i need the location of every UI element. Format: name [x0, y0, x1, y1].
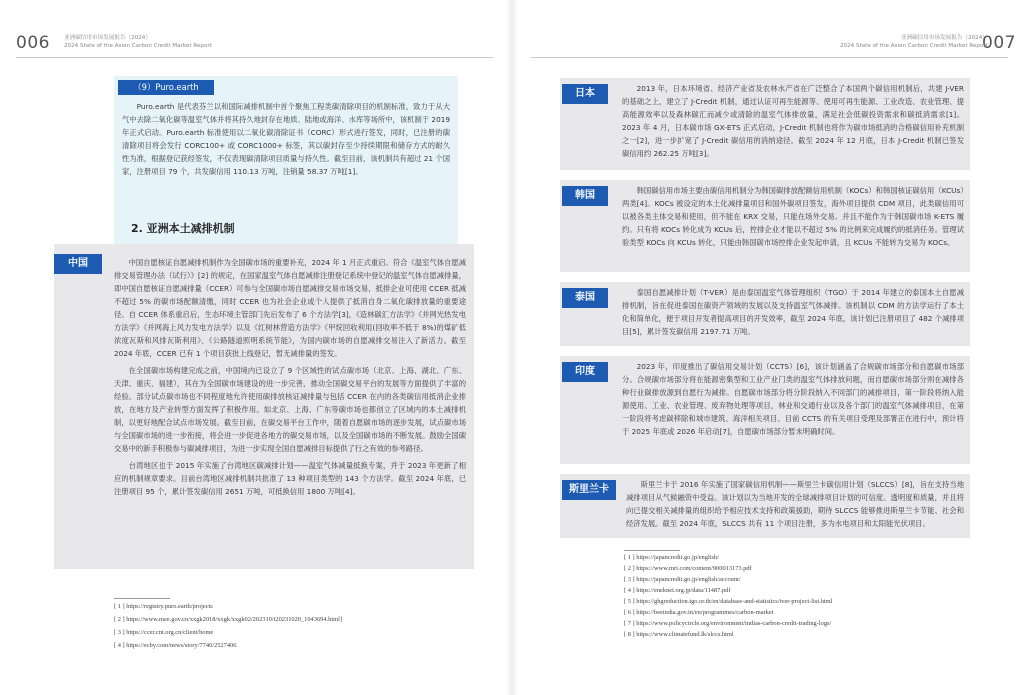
footnote-item: [ 8 ] https://www.climatefund.lk/slccs.html: [624, 631, 734, 638]
puro-earth-text: Puro.earth 是代表芬兰以和国际减排机制中首个聚焦工程类碳清除项目的机制标准，致力于从大气中去除二氧化碳等温室气体并将其持久地封存在地质、陆地或海洋、水库等场所中，该机制于 2019 年正式启动。Puro.earth 标准使用以二氧化碳清除证书（CORC）形式进行签发，同时，已注册的碳清除项目将会发行 CORC100+ 或 CORC1000+ 标签，其以碳封存至少持续期限和储存方式的耐久性为准，根据登记获经签发，不仅表现碳清除项目质量与持久性。截至目前，该机制共有超过 21 个国家，注册项目 79 个，共发碳信用 110.13 万吨，注销量 58.37 万吨[1]。: [122, 102, 450, 176]
section-title: 2. 亚洲本土减排机制: [131, 222, 235, 235]
country-tag-japan: 日本: [562, 84, 608, 104]
footnote-item: [ 4 ] https://ecby.com/news/story/7740/2527406: [114, 642, 237, 649]
country-tag-korea: 韩国: [562, 186, 608, 206]
japan-body: [622, 82, 964, 168]
header-en: 2024 State of the Asian Carbon Credit Market Report: [840, 43, 988, 49]
book-spine: [506, 0, 518, 695]
page-number: 006: [16, 33, 50, 53]
country-tag-sri-lanka: 斯里兰卡: [562, 480, 616, 500]
china-paragraph-1: 中国自愿核证自愿减排机制作为全国碳市场的重要补充，2024 年 1 月正式重启。符合《温室气体自愿减排交易管理办法（试行）》[2] 的规定，在国家温室气体自愿减排注册登记系统中登记的温室气体自愿减排量，即中国自愿核证自愿减排量（CCER）可参与全国碳市场自愿减排交易市场交易，抵排企业可使用 CCER 抵减不超过 5% 的碳市场配额清缴，同时 CCER 也为社会企业或个人提供了抵消自身二氧化碳排放量的重要途径。自 CCER 体系重启后，生态环境主管部门先后发布了 6 个方法学[3]，《造林碳汇方法学》《并网光热发电方法学》《并网海上风力发电方法学》以及《红树林营造方法学》《甲烷回收利用(回收率不低于 8%)的煤矿低浓度瓦斯和风排瓦斯利用》、《公路隧道照明系统节能》，为国内碳市场的自愿减排交易注入了新活力。截至 2024 年底，CCER 已有 1 个项目获批上线登记，暂无减排量的签发。: [114, 258, 466, 358]
country-tag-india: 印度: [562, 362, 608, 382]
taiwan-paragraph: 台湾地区也于 2015 年实施了台湾地区碳减排计划——温室气体减量抵换专案，并于 2023 年更新了相应的机制规章要求。目前台湾地区减排机制共批准了 13 种项目类型的 143 个方法学。截至 2024 年底，已注册项目 95 个，累计签发碳信用 2651 万吨，可抵换信用 1800 万吨[4]。: [114, 461, 466, 496]
country-tag-china: 中国: [54, 254, 102, 274]
running-header: [840, 34, 988, 50]
china-paragraph-2: 在全国碳市场构建完成之前，中国境内已设立了 9 个区域性的试点碳市场（北京、上海、湖北、广东、天津、重庆、福建），其在为全国碳市场建设的进一步完善，推动全国碳交易平台的发展等方面提供了丰富的经验。部分试点碳市场也不同程度地允许使用碳排放核证减排量与包括 CCER 在内的各类碳信用抵消企业排放，在地方及产业转型方面发挥了积极作用。如北京、上海、广东等碳市场也都创立了区域内的本土减排机制，以更好地配合试点市场发展。截至目前，在碳交易平台工作中，随着自愿碳市场的逐步发展，试点碳市场与全国碳市场的进一步衔接，将会进一步促进各地方的碳交易市场，以及全国碳市场的不断发展。鼓励全国碳交易中的新手积极参与碳减排项目，为进一步实现全国自愿减排目标提供了行之有效的参考路径。: [114, 366, 466, 453]
footnote-item: [ 3 ] https://japancredit.go.jp/english/account/: [624, 576, 741, 583]
header-cn: 亚洲碳信用市场发展报告（2024）: [64, 35, 151, 41]
korea-body: [622, 184, 964, 270]
sri-lanka-paragraph: 斯里兰卡于 2016 年实施了国家碳信用机制——斯里兰卡碳信用计划（SLCCS）[8]，旨在支持当地减排项目从气候融资中受益。该计划以为当地开发的全球减排项目计划的可信度、透明度和质量，并且将向已提交相关减排量的组织给予相应技术支持和政策援助，期待 SLCCS 能够推进斯里兰卡节能、社会和经济发展。截至 2024 年底，SLCCS 共有 11 个项目注册，多为水电项目和太阳能光伏项目。: [626, 480, 964, 528]
thailand-paragraph: 泰国自愿减排计划（T-VER）是由泰国温室气体管理组织（TGO）于 2014 年建立的泰国本土自愿减排机制，旨在促进泰国在碳资产领域的发展以及支持温室气体减排。该机制以 CDM 的方法学运行了本土化和简单化，便于项目开发者提高项目的开发效率，截至 2024 年底，该计划已注册项目了 482 个减排项目[5]，累计签发碳信用 2197.71 万吨。: [622, 288, 964, 336]
footnote-list: [114, 600, 474, 652]
puro-earth-title: （9）Puro.earth: [118, 80, 214, 95]
china-body: [114, 256, 466, 566]
country-tag-thailand: 泰国: [562, 288, 608, 308]
footnote-item: [ 7 ] https://www.policycircle.org/environment/indias-carbon-credit-trading-logs/: [624, 620, 832, 627]
page-number: 007: [982, 33, 1016, 53]
footnote-item: [ 5 ] https://ghgreduction.tgo.or.th/en/database-and-statistics/tver-project-list.html: [624, 598, 833, 605]
footnote-item: [ 2 ] https://www.mee.gov.cn/xxgk2018/xxgk/xxgk02/202310/t20231020_1043694.html]: [114, 616, 342, 623]
footnote-item: [ 1 ] https://japancredit.go.jp/english/: [624, 554, 719, 561]
footnote-item: [ 6 ] https://beeindia.gov.in/en/programmes/carbon-market: [624, 609, 774, 616]
india-paragraph: 2023 年，印度推出了碳信用交易计划（CCTS）[6]，该计划涵盖了合规碳市场部分和自愿碳市场部分。合规碳市场部分将在能源密集型和工业产业门类的温室气体排放问题，而自愿碳市场部分则在减排各种行业碳排放源到自愿行为减排。自愿碳市场部分将分阶段纳入不同部门的减排项目，第一阶段将纳入能源使用、工业、农业管理、废弃物处理等项目，林业和交通行业以及各个部门的温室气体减排项目，在第一阶段将考虑碳移除和城市建筑、海洋相关项目。目前 CCTS 的有关项目受理及部署正在进行中，预计将于 2025 年底或 2026 年启动[7]，自愿碳市场部分暂未明确时间。: [622, 362, 964, 436]
sri-lanka-body: [626, 478, 964, 536]
footnote-item: [ 1 ] https://registry.puro.earth/projects: [114, 603, 213, 610]
footnote-item: [ 3 ] https://ccer.cnt.org.cn/client/home: [114, 629, 214, 636]
header-cn: 亚洲碳信用市场发展报告（2024）: [900, 35, 988, 41]
header-rule: [530, 57, 1008, 58]
footnote-rule: [624, 550, 680, 551]
running-header: [64, 34, 212, 50]
footnote-item: [ 2 ] https://www.mri.com/content/900013173.pdf: [624, 565, 752, 572]
india-body: [622, 360, 964, 462]
header-rule: [16, 57, 494, 58]
header-en: 2024 State of the Asian Carbon Credit Market Report: [64, 43, 212, 49]
korea-paragraph: 韩国碳信用市场主要由碳信用机制分为韩国碳排放配额信用机制（KOCs）和韩国核证碳信用（KCUs）两类[4]。KOCs 被设定的本土化减排量项目和国外碳项目签发，海外项目提供 CDM 项目，此类碳信用可以被各类主体交易和使用，但不能在 KRX 交易，只能在场外交易。并且不能作为于韩国碳市场 K-ETS 履约。只有将 KOCs 转化成为 KCUs 后，控排企业才能以不超过 5% 的比例来完成履约的抵消任务。管理试验类型 KOCs 向 KCUs 转化，只能由韩国碳市场控排企业发起申请，且 KCUs 不能转为交易为 KOCs。: [622, 186, 964, 247]
footnote-item: [ 4 ] https://eneknet.org.jp/data/11487.pdf: [624, 587, 731, 594]
right-page: [512, 0, 1024, 695]
footnote-rule: [114, 598, 170, 599]
japan-paragraph: 2013 年，日本环境省、经济产业省及农林水产省在广泛整合了本国两个碳信用机制后，共建 J-VER 的基础之上，建立了 J-Credit 机制，通过认证可再生能源等、使用可再生能源、工业改造、农业管理、提高能源效率以及森林碳汇而减少或清除的温室气体排放量，满足社会低碳投资需求和碳抵消需求[1]。2023 年 4 月，日本碳市场 GX-ETS 正式启动，J-Credit 机制也将作为碳市场抵消的合格碳信用补充机制之一[2]，进一步扩宽了 J-Credit 碳信用的消纳途径。截至 2024 年 12 月底，日本 J-Credit 机制已签发碳信用约 262.25 万吨[3]。: [622, 84, 964, 158]
thailand-body: [622, 286, 964, 344]
footnote-list: [624, 552, 984, 640]
